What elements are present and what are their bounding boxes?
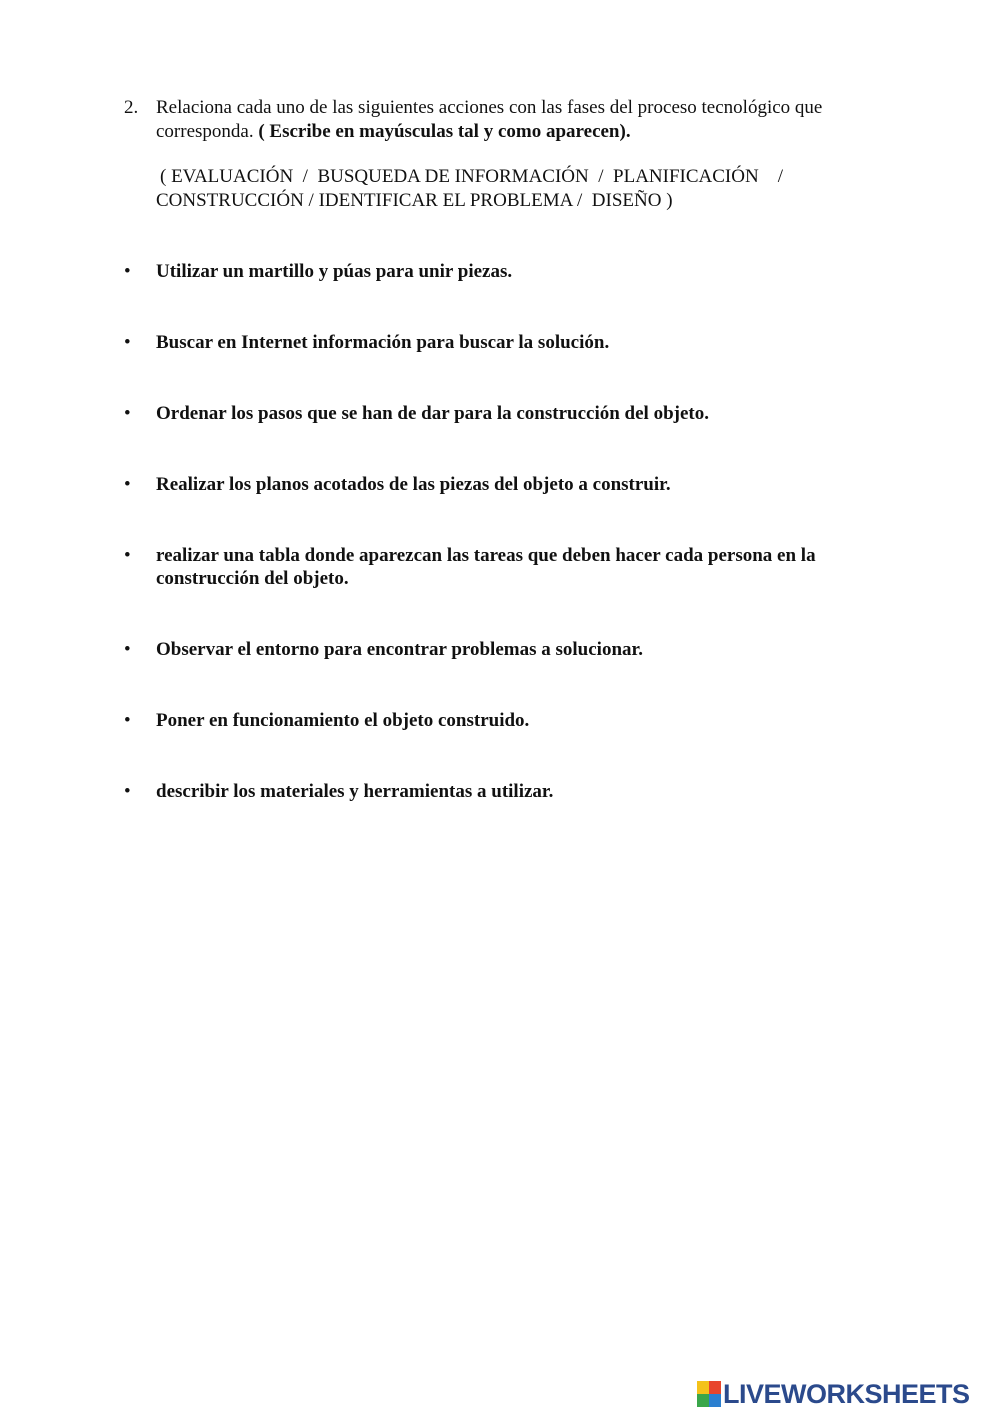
list-item-text: Poner en funcionamiento el objeto construido. [156, 710, 530, 731]
list-item-text: realizar una tabla donde aparezcan las tareas que deben hacer cada persona en la construcción del objeto. [156, 545, 816, 589]
list-item [124, 709, 884, 732]
liveworksheets-logo-icon [697, 1381, 721, 1407]
list-item [124, 260, 884, 283]
question-emphasis: ( Escribe en mayúsculas tal y como aparecen). [253, 121, 631, 142]
bullet-icon: • [124, 403, 131, 424]
list-item-text: Ordenar los pasos que se han de dar para la construcción del objeto. [156, 403, 709, 424]
brand-wordmark: LIVEWORKSHEETS [723, 1378, 970, 1409]
action-list [124, 260, 884, 851]
list-item-text: describir los materiales y herramientas a utilizar. [156, 781, 554, 802]
phase-options [156, 165, 876, 213]
list-item-text: Realizar los planos acotados de las piezas del objeto a construir. [156, 474, 671, 495]
phase-options-line-2: CONSTRUCCIÓN / IDENTIFICAR EL PROBLEMA / DISEÑO ) [156, 190, 673, 211]
liveworksheets-brand [697, 1379, 970, 1409]
list-item [124, 331, 884, 354]
list-item [124, 402, 884, 425]
question-number: 2. [124, 97, 139, 118]
phase-options-line-1: ( EVALUACIÓN / BUSQUEDA DE INFORMACIÓN / PLANIFICACIÓN / [160, 166, 783, 187]
list-item-text: Utilizar un martillo y púas para unir piezas. [156, 261, 513, 282]
list-item [124, 780, 884, 803]
list-item [124, 473, 884, 496]
bullet-icon: • [124, 781, 131, 802]
bullet-icon: • [124, 474, 131, 495]
logo-square-red [709, 1381, 721, 1394]
list-item [124, 638, 884, 661]
question-block [124, 96, 884, 144]
bullet-icon: • [124, 332, 131, 353]
logo-square-blue [709, 1394, 721, 1407]
list-item-text: Buscar en Internet información para buscar la solución. [156, 332, 610, 353]
logo-square-green [697, 1394, 709, 1407]
bullet-icon: • [124, 639, 131, 660]
question-instruction: Relaciona cada uno de las siguientes acciones con las fases del proceso tecnológico que corresponda. [156, 97, 823, 142]
question-text [156, 96, 884, 144]
list-item [124, 544, 884, 590]
bullet-icon: • [124, 710, 131, 731]
list-item-text: Observar el entorno para encontrar problemas a solucionar. [156, 639, 643, 660]
bullet-icon: • [124, 261, 131, 282]
logo-square-yellow [697, 1381, 709, 1394]
bullet-icon: • [124, 545, 131, 566]
